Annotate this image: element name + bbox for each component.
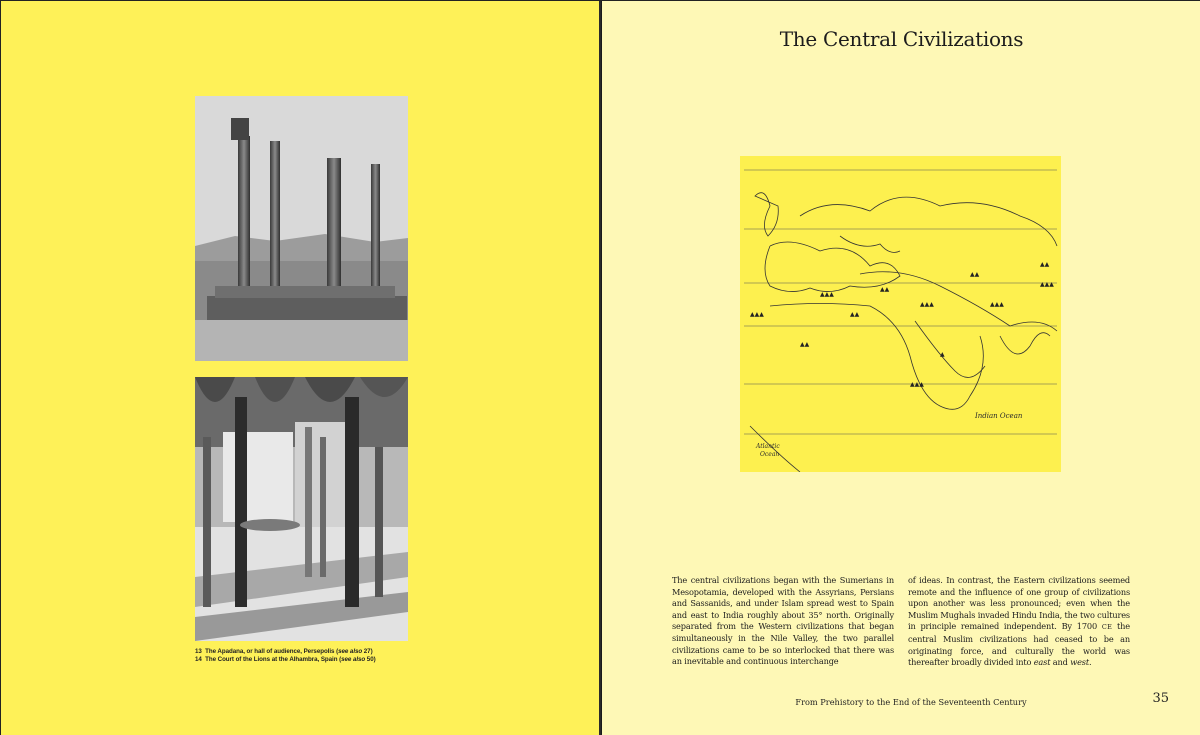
caption-ref: see also <box>341 656 366 663</box>
svg-text:▲▲: ▲▲ <box>1040 261 1050 268</box>
body-text: of ideas. In contrast, the Eastern civilizations seemed remote and the influence of one group of civilizations upon another was less pronounced; even when the Muslim Mughals invaded Hindu India, the two cultures in principle remained independent. By 1700 <box>908 575 1130 632</box>
east-emphasis: east <box>1033 657 1051 668</box>
photo-captions <box>195 648 455 664</box>
caption-ref-number: 27) <box>362 648 373 655</box>
svg-text:▲▲: ▲▲ <box>800 341 810 348</box>
caption-14 <box>195 656 455 664</box>
body-column-2 <box>908 575 1130 669</box>
caption-text: The Apadana, or hall of audience, Persepolis ( <box>205 648 339 655</box>
svg-text:▲▲▲: ▲▲▲ <box>820 291 834 298</box>
svg-text:▲▲▲: ▲▲▲ <box>910 381 924 388</box>
svg-text:▲▲▲: ▲▲▲ <box>1040 281 1054 288</box>
svg-text:▲▲▲: ▲▲▲ <box>920 301 934 308</box>
era-label: CE <box>1101 623 1113 632</box>
body-text: and <box>1050 657 1071 668</box>
page-title: The Central Civilizations <box>779 27 1024 51</box>
caption-number: 14 <box>195 656 202 663</box>
running-footer: From Prehistory to the End of the Seventeenth Century <box>795 697 1027 707</box>
left-page <box>1 1 601 735</box>
caption-13 <box>195 648 455 656</box>
map-label-ocean: Ocean <box>760 451 780 458</box>
caption-text: The Court of the Lions at the Alhambra, Spain ( <box>205 656 342 663</box>
west-emphasis: west <box>1070 657 1089 668</box>
caption-ref-number: 50) <box>365 656 376 663</box>
body-column-1: The central civilizations began with the Sumerians in Mesopotamia, developed with the Assyrians, Persians and Sassanids, and under Islam spread west to Spain and east to India roughly about 35° north. Originally separated from the Western civilizations that began simultaneously in the Nile Valley, the two parallel civilizations came to be so interlocked that there was an inevitable and continuous interchange <box>672 575 894 667</box>
caption-ref: see also <box>338 648 363 655</box>
map-label-atlantic: Atlantic <box>756 443 780 450</box>
svg-text:▲: ▲ <box>940 351 945 358</box>
svg-text:▲▲: ▲▲ <box>880 286 890 293</box>
right-page <box>602 1 1200 735</box>
page-number: 35 <box>1152 691 1169 706</box>
alhambra-photo <box>195 377 408 641</box>
svg-text:▲▲▲: ▲▲▲ <box>990 301 1004 308</box>
map-label-indian-ocean: Indian Ocean <box>975 412 1023 420</box>
svg-text:▲▲: ▲▲ <box>850 311 860 318</box>
central-civilizations-map <box>740 156 1061 472</box>
svg-text:▲▲▲: ▲▲▲ <box>750 311 764 318</box>
body-text: . <box>1088 657 1092 668</box>
svg-text:▲▲: ▲▲ <box>970 271 980 278</box>
body-text: the central Muslim civilizations had ceased to be an originating force, and culturally the world was thereafter broadly divided into <box>908 621 1130 668</box>
persepolis-photo <box>195 96 408 361</box>
caption-number: 13 <box>195 648 202 655</box>
